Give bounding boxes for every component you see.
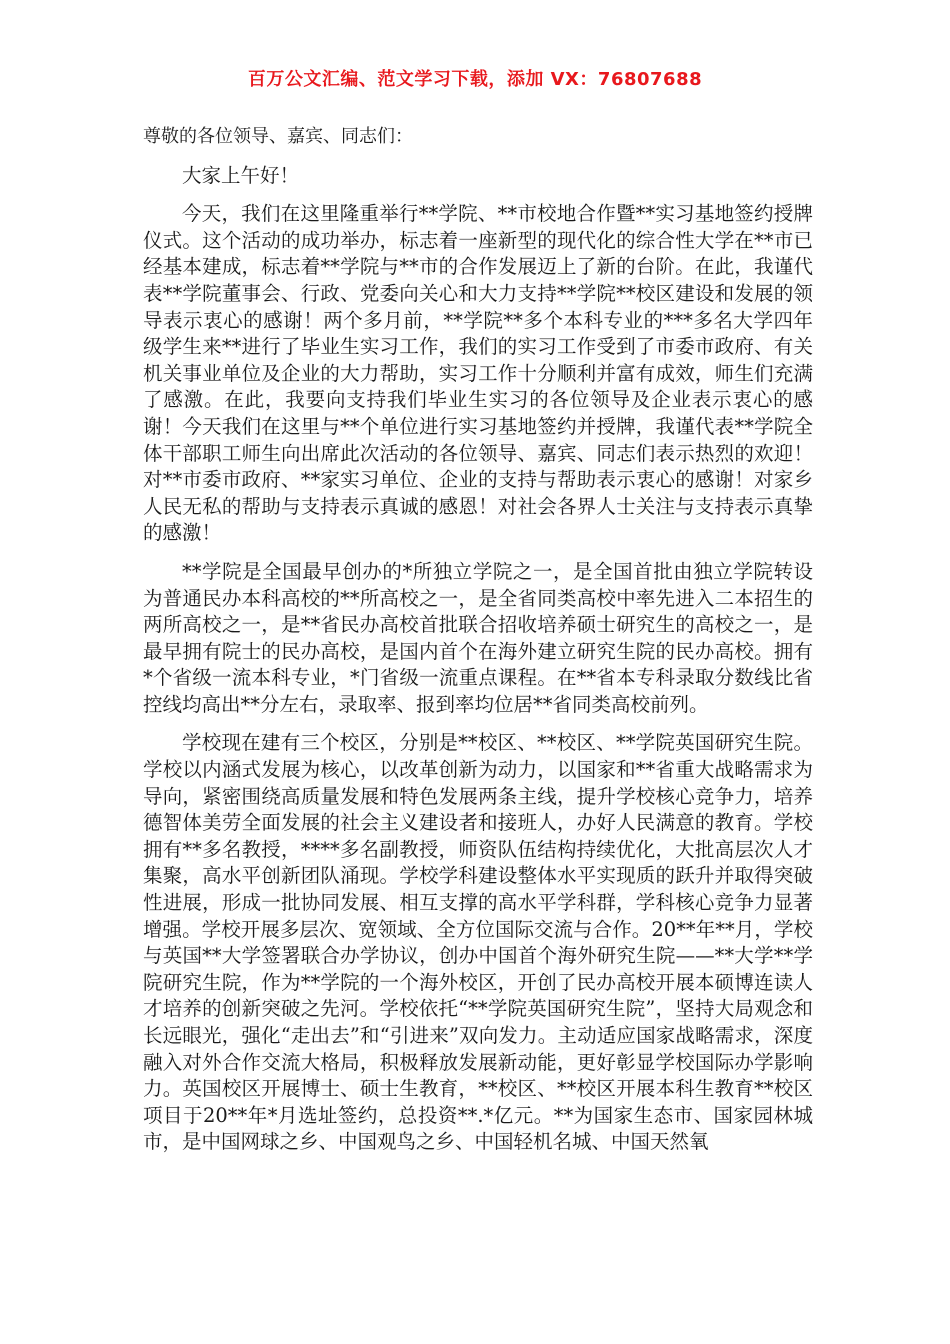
paragraph-college-intro: **学院是全国最早创办的*所独立学院之一，是全国首批由独立学院转设为普通民办本科高校的**所高校之一，是全省同类高校中率先进入二本招生的两所高校之一，是**省民办高校首批联合招收培养硕士研究生的高校之一，是最早拥有院士的民办高校，是国内首个在海外建立研究生院的民办高校。拥有*个省级一流本科专业，*门省级一流重点课程。在**省本专科录取分数线比省控线均高出**分左右，录取率、报到率均位居**省同类高校前列。 — [143, 559, 813, 716]
paragraph-campuses: 学校现在建有三个校区，分别是**校区、**校区、**学院英国研究生院。学校以内涵式发展为核心，以改革创新为动力，以国家和**省重大战略需求为导向，紧密围绕高质量发展和特色发展两条主线，提升学校核心竞争力，培养德智体美劳全面发展的社会主义建设者和接班人，办好人民满意的教育。学校拥有**多名教授，****多名副教授，师资队伍结构持续优化，大批高层次人才集聚，高水平创新团队涌现。学校学科建设整体水平实现质的跃升并取得突破性进展，形成一批协同发展、相互支撑的高水平学科群，学科核心竞争力显著增强。学校开展多层次、宽领域、全方位国际交流与合作。20**年**月，学校与英国**大学签署联合办学协议，创办中国首个海外研究生院——**大学**学院研究生院，作为**学院的一个海外校区，开创了民办高校开展本硕博连读人才培养的创新突破之先河。学校依托“**学院英国研究生院”，坚持大局观念和长远眼光，强化“走出去”和“引进来”双向发力。主动适应国家战略需求，深度融入对外合作交流大格局，积极释放发展新动能，更好彰显学校国际办学影响力。英国校区开展博士、硕士生教育，**校区、**校区开展本科生教育**校区项目于20**年*月选址签约，总投资**.*亿元。**为国家生态市、国家园林城市，是中国网球之乡、中国观鸟之乡、中国轻机名城、中国天然氧 — [143, 731, 813, 1154]
salutation: 尊敬的各位领导、嘉宾、同志们： — [143, 126, 413, 147]
download-banner: 百万公文汇编、范文学习下载，添加 VX：76807688 — [247, 69, 703, 90]
paragraph-opening: 今天，我们在这里隆重举行**学院、**市校地合作暨**实习基地签约授牌仪式。这个活动的成功举办，标志着一座新型的现代化的综合性大学在**市已经基本建成，标志着**学院与**市的合作发展迈上了新的台阶。在此，我谨代表**学院董事会、行政、党委向关心和大力支持**学院**校区建设和发展的领导表示衷心的感谢！两个多月前，**学院**多个本科专业的***多名大学四年级学生来**进行了毕业生实习工作，我们的实习工作受到了市委市政府、有关机关事业单位及企业的大力帮助，实习工作十分顺利并富有成效，师生们充满了感激。在此，我要向支持我们毕业生实习的各位领导及企业表示衷心的感谢！今天我们在这里与**个单位进行实习基地签约并授牌，我谨代表**学院全体干部职工师生向出席此次活动的各位领导、嘉宾、同志们表示热烈的欢迎！对**市委市政府、**家实习单位、企业的支持与帮助表示衷心的感谢！对家乡人民无私的帮助与支持表示真诚的感恩！对社会各界人士关注与支持表示真挚的感激！ — [143, 202, 813, 545]
document-body — [143, 124, 813, 1168]
greeting: 大家上午好！ — [182, 163, 300, 187]
